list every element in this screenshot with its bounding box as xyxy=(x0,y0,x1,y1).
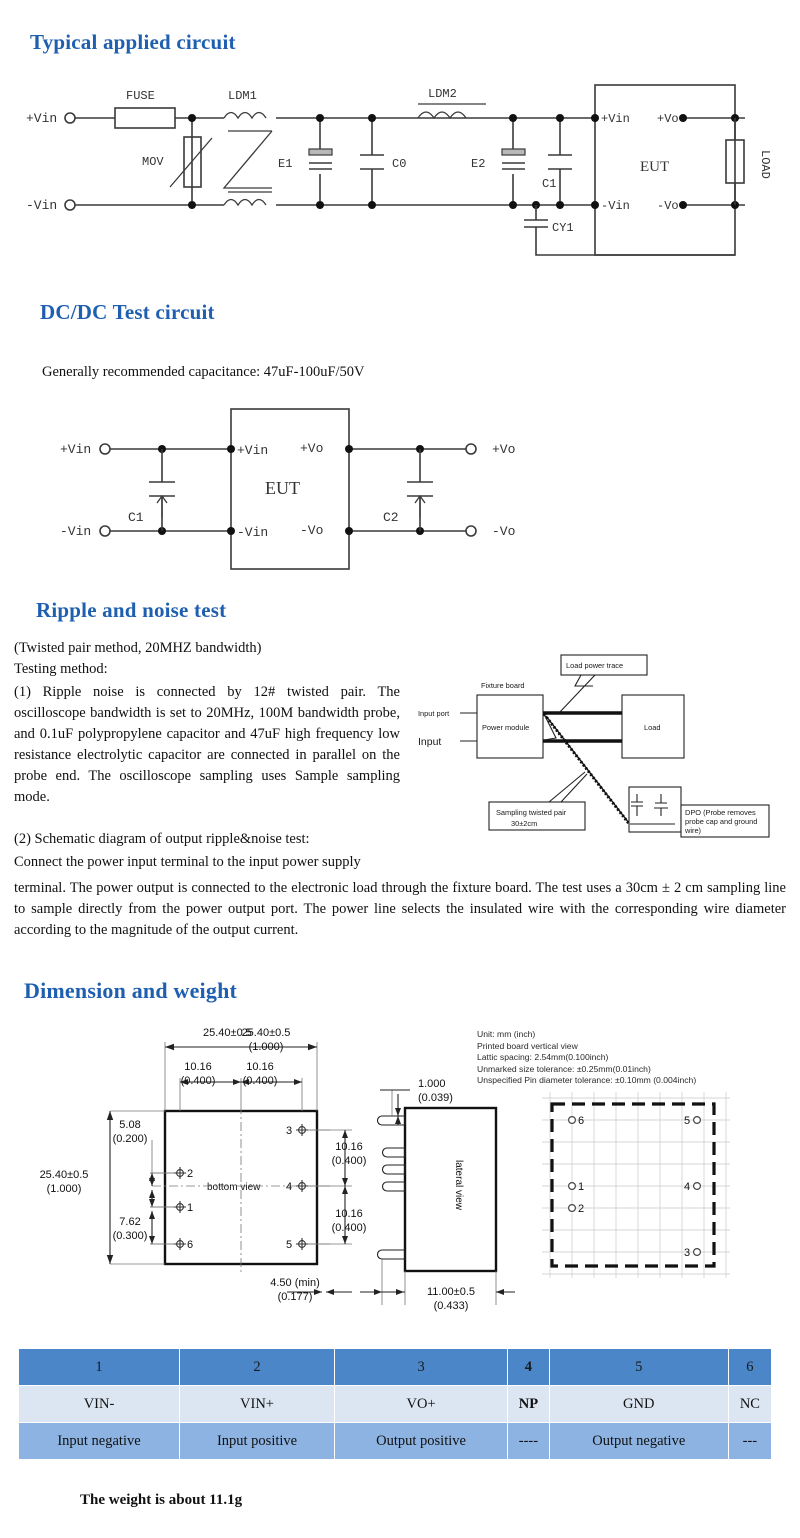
dim-lateral-top: 1.000 (0.039) xyxy=(418,1078,453,1104)
ripple-line2: Testing method: xyxy=(14,661,108,677)
dim-top-width-mm: 25.40±0.5 xyxy=(203,1027,252,1039)
ripple-test-schematic xyxy=(415,650,800,850)
svg-text:2: 2 xyxy=(578,1203,585,1215)
table-row-pin-desc xyxy=(19,1423,772,1460)
dim-pin-min: 4.50 (min) (0.177) xyxy=(270,1277,320,1303)
table-cell-header: 1 xyxy=(19,1349,180,1386)
ripple-line1: (Twisted pair method, 20MHZ bandwidth) xyxy=(14,640,262,656)
table-cell: VIN+ xyxy=(180,1386,335,1423)
label-dpo-line2: probe cap and ground xyxy=(685,817,758,826)
label-dcdc-eut-vin-minus: -Vin xyxy=(237,525,269,540)
label-input-port: Input port xyxy=(418,709,450,718)
table-row-header xyxy=(19,1349,772,1386)
svg-text:6: 6 xyxy=(578,1115,585,1127)
table-cell: NC xyxy=(728,1386,771,1423)
table-cell: Output positive xyxy=(335,1423,508,1460)
dimension-notes xyxy=(477,1029,696,1087)
label-eut: EUT xyxy=(640,159,670,175)
label-sampling-line2: 30±2cm xyxy=(511,819,538,828)
svg-text:5: 5 xyxy=(684,1115,691,1127)
dcdc-capacitance-note: Generally recommended capacitance: 47uF-100uF/50V xyxy=(42,364,365,380)
label-dcdc-vin-plus: +Vin xyxy=(60,442,92,457)
section-title-ripple: Ripple and noise test xyxy=(36,598,227,622)
svg-text:3: 3 xyxy=(684,1247,691,1259)
table-cell: GND xyxy=(549,1386,728,1423)
table-cell: VIN- xyxy=(19,1386,180,1423)
note-line: Unspecified Pin diameter tolerance: ±0.10mm (0.004inch) xyxy=(477,1075,697,1086)
label-sampling-line1: Sampling twisted pair xyxy=(496,808,567,817)
svg-text:6: 6 xyxy=(187,1239,194,1251)
label-cy1: CY1 xyxy=(552,221,574,235)
table-cell: NP xyxy=(508,1386,550,1423)
weight-text: The weight is about 11.1g xyxy=(80,1492,243,1508)
ripple-paragraph-1: (1) Ripple noise is connected by 12# twisted pair. The oscilloscope bandwidth is set to 20MHz, 100M bandwidth probe, and 0.1uF polypropylene capacitor and 47uF high frequency low resistance electrolytic capacitor are connected in parallel on the probe end. The oscilloscope sampling uses Sample sampling mode. xyxy=(14,684,400,805)
section-title-dimension: Dimension and weight xyxy=(24,978,238,1003)
label-dpo-line3: wire) xyxy=(685,826,702,835)
label-power-module: Power module xyxy=(482,723,530,732)
note-line: Unmarked size tolerance: ±0.25mm(0.01inch) xyxy=(477,1063,651,1074)
label-load-block: Load xyxy=(644,723,661,732)
label-vin-plus: +Vin xyxy=(26,111,58,126)
ripple-paragraph-3: Connect the power input terminal to the input power supply xyxy=(14,854,361,870)
label-eut-vin-minus: -Vin xyxy=(601,199,630,213)
label-dpo-line1: DPO (Probe removes xyxy=(685,808,756,817)
label-vin-minus: -Vin xyxy=(26,198,58,213)
dim-left-height: 25.40±0.5 (1.000) xyxy=(39,1169,89,1195)
note-line: Lattic spacing: 2.54mm(0.100inch) xyxy=(477,1052,609,1063)
label-lateral-view: lateral view xyxy=(453,1160,464,1211)
svg-text:4: 4 xyxy=(286,1181,293,1193)
label-eut-vo-minus: -Vo xyxy=(657,199,679,213)
table-cell-header: 3 xyxy=(335,1349,508,1386)
typical-applied-circuit-diagram xyxy=(0,70,800,285)
label-dcdc-vo-minus: -Vo xyxy=(492,524,516,539)
dim-right-top: 10.16 (0.400) xyxy=(331,1141,367,1167)
label-load: LOAD xyxy=(758,150,772,179)
label-dcdc-eut-vo-minus: -Vo xyxy=(300,523,324,538)
label-ldm1: LDM1 xyxy=(228,89,257,103)
dim-lateral-width: 11.00±0.5 (0.433) xyxy=(426,1286,476,1312)
ripple-paragraph-4: terminal. The power output is connected to the electronic load through the fixture board. The test uses a 30cm ± 2 cm sampling line to sample directly from the power output port. The power line selects the insulated wire with the corresponding wire diameter according to the magnitude of the output current. xyxy=(14,880,786,938)
label-dcdc-eut-vin-plus: +Vin xyxy=(237,443,269,458)
label-dcdc-vo-plus: +Vo xyxy=(492,442,516,457)
svg-text:1: 1 xyxy=(578,1181,585,1193)
label-eut-vin-plus: +Vin xyxy=(601,112,630,126)
label-fuse: FUSE xyxy=(126,89,155,103)
label-fixture-board: Fixture board xyxy=(481,681,525,690)
note-line: Printed board vertical view xyxy=(477,1040,578,1051)
label-dcdc-eut-vo-plus: +Vo xyxy=(300,441,324,456)
dim-right-bottom: 10.16 (0.400) xyxy=(331,1208,367,1234)
table-cell: Input negative xyxy=(19,1423,180,1460)
table-cell: --- xyxy=(728,1423,771,1460)
dim-pitch-left: 10.16 (0.400) xyxy=(180,1061,216,1087)
table-cell: VO+ xyxy=(335,1386,508,1423)
label-c1: C1 xyxy=(542,177,557,191)
label-dcdc-c2: C2 xyxy=(383,510,399,525)
ripple-paragraph-2-head: (2) Schematic diagram of output ripple&noise test: xyxy=(14,831,310,847)
svg-text:2: 2 xyxy=(187,1168,194,1180)
dim-left-5-08: 5.08 (0.200) xyxy=(112,1119,148,1145)
label-load-power-trace: Load power trace xyxy=(566,661,624,670)
svg-text:1: 1 xyxy=(187,1202,194,1214)
table-cell-header: 5 xyxy=(549,1349,728,1386)
table-row-pin-name xyxy=(19,1386,772,1423)
label-e1: E1 xyxy=(278,157,293,171)
label-e2: E2 xyxy=(471,157,486,171)
table-cell-header: 6 xyxy=(728,1349,771,1386)
table-cell-header: 2 xyxy=(180,1349,335,1386)
label-dcdc-c1: C1 xyxy=(128,510,144,525)
section-title-typical-circuit: Typical applied circuit xyxy=(30,30,236,54)
label-c0: C0 xyxy=(392,157,407,171)
table-cell: Input positive xyxy=(180,1423,335,1460)
label-eut-vo-plus: +Vo xyxy=(657,112,679,126)
label-input: Input xyxy=(418,736,442,748)
dim-left-7-62: 7.62 (0.300) xyxy=(112,1216,148,1242)
note-line: Unit: mm (inch) xyxy=(477,1029,536,1039)
dim-top-width: 25.40±0.5 (1.000) xyxy=(241,1027,291,1053)
dim-pitch-right: 10.16 (0.400) xyxy=(242,1061,278,1087)
label-mov: MOV xyxy=(142,155,164,169)
pin-function-table xyxy=(18,1348,772,1460)
table-cell: Output negative xyxy=(549,1423,728,1460)
table-cell: ---- xyxy=(508,1423,550,1460)
label-bottom-view: bottom view xyxy=(207,1182,261,1193)
label-dcdc-vin-minus: -Vin xyxy=(60,524,92,539)
svg-text:4: 4 xyxy=(684,1181,691,1193)
label-dcdc-eut: EUT xyxy=(265,478,300,498)
section-title-dcdc-circuit: DC/DC Test circuit xyxy=(40,300,215,324)
svg-text:3: 3 xyxy=(286,1125,293,1137)
svg-text:5: 5 xyxy=(286,1239,293,1251)
table-cell-header: 4 xyxy=(508,1349,550,1386)
dcdc-test-circuit-diagram xyxy=(0,400,800,585)
label-ldm2: LDM2 xyxy=(428,87,457,101)
